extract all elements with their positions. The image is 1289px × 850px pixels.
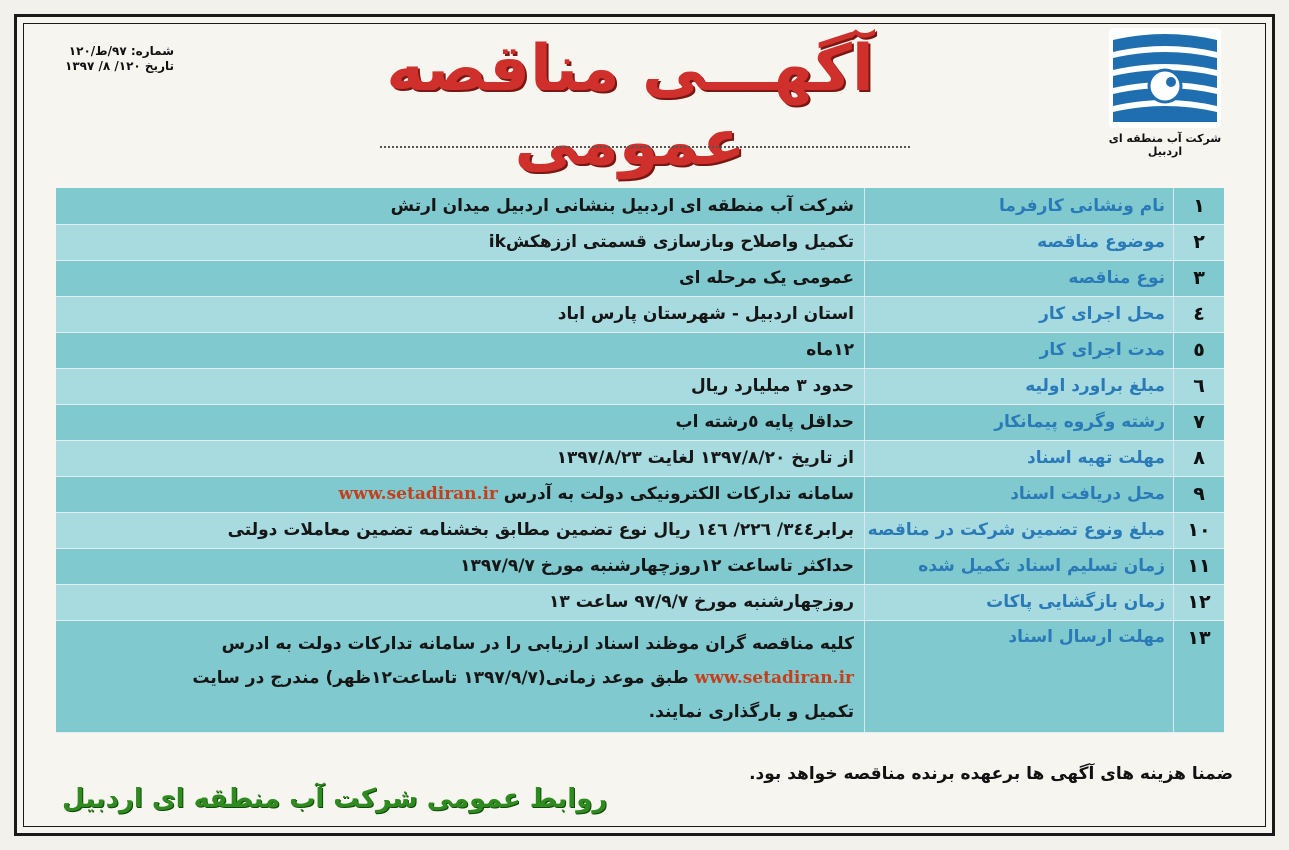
company-logo [1095,22,1235,158]
footer-note: ضمنا هزینه های آگهی ها برعهده برنده مناقصه خواهد بود. [749,764,1233,784]
water-wave-logo-icon [1095,22,1235,132]
table-row [56,404,1224,440]
table-row [56,224,1224,260]
row-value: روزچهارشنبه مورخ ۹۷/۹/۷ ساعت ۱۳ [56,584,865,620]
row-number: ۳ [1174,260,1225,296]
row-label: نام ونشانی کارفرما [865,188,1174,224]
row-number: ۷ [1174,404,1225,440]
row-value-line: تکمیل و بارگذاری نمایند. [648,701,854,722]
table-row [56,584,1224,620]
row-value: استان اردبیل - شهرستان پارس اباد [56,296,865,332]
row-value-text: سامانه تدارکات الکترونیکی دولت به آدرس [503,484,854,504]
table-row [56,188,1224,224]
row-label: نوع مناقصه [865,260,1174,296]
row-value: عمومی یک مرحله ای [56,260,865,296]
title-divider [380,146,910,148]
table-row [56,440,1224,476]
row-number: ۲ [1174,224,1225,260]
reference-block [34,44,174,74]
page-title: آگهـــی مناقصه عمومی [386,32,874,180]
row-label: زمان بازگشایی پاکات [865,584,1174,620]
row-label: محل دریافت اسناد [865,476,1174,512]
row-value: برابر۳٤٤/ ۲۲٦/ ۱٤٦ ریال نوع تضمین مطابق بخشنامه تضمین معاملات دولتی [56,512,865,548]
website-link[interactable]: www.setadiran.ir [338,484,498,504]
row-value: شرکت آب منطقه ای اردبیل بنشانی اردبیل میدان ارتش [56,188,865,224]
table-row [56,512,1224,548]
row-value [56,476,865,512]
row-value-line: کلیه مناقصه گران موظند اسناد ارزیابی را در سامانه تدارکات دولت به ادرس [221,633,854,654]
row-label: موضوع مناقصه [865,224,1174,260]
row-value: حداقل پایه ٥رشته اب [56,404,865,440]
table-row [56,620,1224,732]
row-number: ۱۳ [1174,620,1225,732]
row-value: حداکثر تاساعت ۱۲روزچهارشنبه مورخ ۱۳۹۷/۹/۷ [56,548,865,584]
row-label: مهلت ارسال اسناد [865,620,1174,732]
reference-number: شماره: ۹۷/ط/۱۲۰ [68,44,174,58]
website-link[interactable]: www.setadiran.ir [694,667,854,688]
row-number: ۱ [1174,188,1225,224]
row-label: مهلت تهیه اسناد [865,440,1174,476]
row-number: ۸ [1174,440,1225,476]
reference-date: تاریخ ۱۲۰/ ۸/ ۱۳۹۷ [65,59,174,73]
row-number: ۱۰ [1174,512,1225,548]
row-number: ٦ [1174,368,1225,404]
row-value: از تاریخ ۱۳۹۷/۸/۲۰ لغایت ۱۳۹۷/۸/۲۳ [56,440,865,476]
row-number: ٥ [1174,332,1225,368]
table-row [56,476,1224,512]
table-row [56,548,1224,584]
signature: روابط عمومی شرکت آب منطقه ای اردبیل [62,784,608,814]
row-value: حدود ۳ میلیارد ریال [56,368,865,404]
logo-caption: شرکت آب منطقه ای اردبیل [1108,132,1222,158]
row-label: محل اجرای کار [865,296,1174,332]
table-row [56,260,1224,296]
row-label: مدت اجرای کار [865,332,1174,368]
table-row [56,368,1224,404]
row-value-line [56,661,854,695]
row-number: ٤ [1174,296,1225,332]
row-label: رشته وگروه پیمانکار [865,404,1174,440]
row-label: مبلغ براورد اولیه [865,368,1174,404]
row-value-text: طبق موعد زمانی(۱۳۹۷/۹/۷ تاساعت۱۲ظهر) مندرج در سایت [192,667,689,688]
table-row [56,332,1224,368]
tender-details-table [56,188,1224,733]
row-value [56,620,865,732]
row-value: ۱۲ماه [56,332,865,368]
table-row [56,296,1224,332]
row-value: تکمیل واصلاح وبازسازی قسمتی اززهکشik [56,224,865,260]
row-number: ۱۱ [1174,548,1225,584]
row-number: ۱۲ [1174,584,1225,620]
row-number: ۹ [1174,476,1225,512]
row-label: مبلغ ونوع تضمین شرکت در مناقصه [865,512,1174,548]
row-label: زمان تسلیم اسناد تکمیل شده [865,548,1174,584]
